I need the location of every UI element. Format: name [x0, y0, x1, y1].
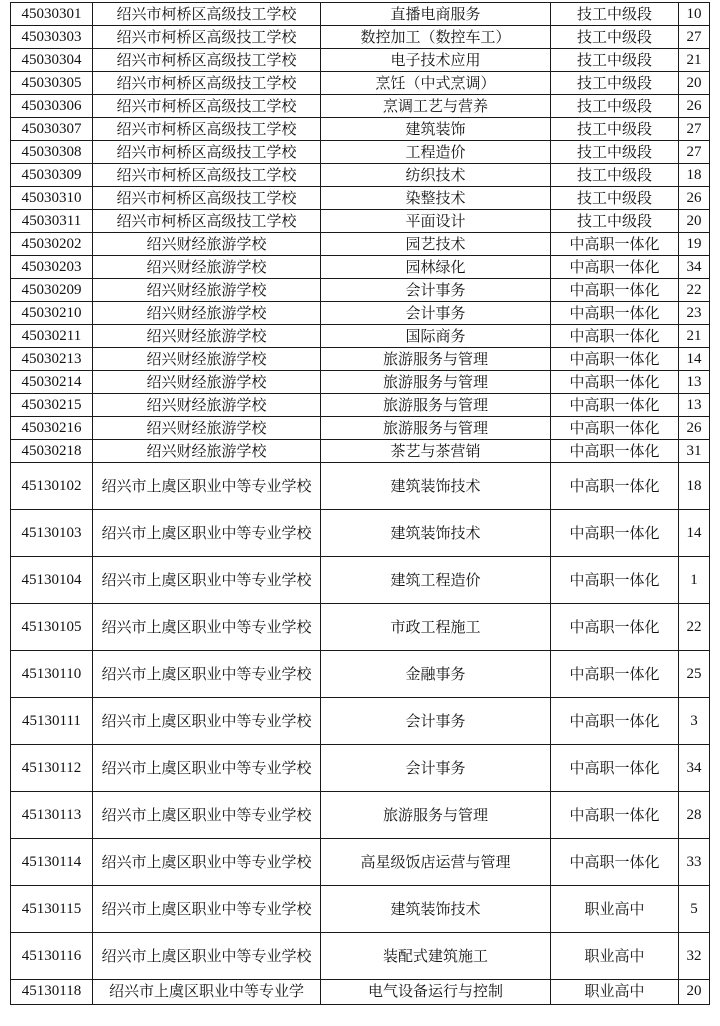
table-row: [11, 233, 710, 256]
school-name-cell: 绍兴市上虞区职业中等专业学校: [93, 886, 321, 933]
table-row: [11, 279, 710, 302]
school-name-cell: 绍兴市上虞区职业中等专业学校: [93, 463, 321, 510]
school-name-cell: 绍兴市柯桥区高级技工学校: [93, 210, 321, 233]
program-level-cell: 中高职一体化: [551, 651, 679, 698]
table-row: [11, 26, 710, 49]
major-name-cell: 直播电商服务: [321, 3, 551, 26]
table-row: [11, 187, 710, 210]
program-level-cell: 中高职一体化: [551, 604, 679, 651]
major-name-cell: 旅游服务与管理: [321, 792, 551, 839]
table-row: [11, 557, 710, 604]
program-code-cell: 45130111: [11, 698, 93, 745]
school-name-cell: 绍兴财经旅游学校: [93, 325, 321, 348]
enrollment-count-cell: 14: [679, 348, 710, 371]
enrollment-count-cell: 22: [679, 604, 710, 651]
table-row: [11, 792, 710, 839]
table-row: [11, 510, 710, 557]
program-code-cell: 45030209: [11, 279, 93, 302]
school-name-cell: 绍兴市柯桥区高级技工学校: [93, 118, 321, 141]
major-name-cell: 烹饪（中式烹调）: [321, 72, 551, 95]
table-row: [11, 141, 710, 164]
program-code-cell: 45130112: [11, 745, 93, 792]
table-body: [11, 3, 710, 1005]
major-name-cell: 建筑装饰: [321, 118, 551, 141]
school-name-cell: 绍兴财经旅游学校: [93, 440, 321, 463]
program-level-cell: 职业高中: [551, 886, 679, 933]
program-level-cell: 职业高中: [551, 980, 679, 1005]
program-level-cell: 中高职一体化: [551, 256, 679, 279]
table-row: [11, 302, 710, 325]
table-row: [11, 210, 710, 233]
program-level-cell: 技工中级段: [551, 210, 679, 233]
enrollment-count-cell: 27: [679, 118, 710, 141]
program-code-cell: 45030303: [11, 26, 93, 49]
program-level-cell: 中高职一体化: [551, 557, 679, 604]
school-name-cell: 绍兴市柯桥区高级技工学校: [93, 72, 321, 95]
program-level-cell: 中高职一体化: [551, 839, 679, 886]
program-level-cell: 中高职一体化: [551, 348, 679, 371]
program-code-cell: 45030301: [11, 3, 93, 26]
major-name-cell: 茶艺与茶营销: [321, 440, 551, 463]
enrollment-count-cell: 20: [679, 72, 710, 95]
school-name-cell: 绍兴市上虞区职业中等专业学校: [93, 839, 321, 886]
enrollment-count-cell: 19: [679, 233, 710, 256]
major-name-cell: 纺织技术: [321, 164, 551, 187]
table-row: [11, 933, 710, 980]
major-name-cell: 建筑装饰技术: [321, 463, 551, 510]
program-level-cell: 职业高中: [551, 933, 679, 980]
enrollment-count-cell: 1: [679, 557, 710, 604]
program-code-cell: 45030307: [11, 118, 93, 141]
enrollment-count-cell: 20: [679, 980, 710, 1005]
program-code-cell: 45030310: [11, 187, 93, 210]
table-row: [11, 95, 710, 118]
school-name-cell: 绍兴市上虞区职业中等专业学校: [93, 933, 321, 980]
table-row: [11, 325, 710, 348]
program-code-cell: 45130102: [11, 463, 93, 510]
program-code-cell: 45130113: [11, 792, 93, 839]
school-name-cell: 绍兴市柯桥区高级技工学校: [93, 3, 321, 26]
major-name-cell: 园艺技术: [321, 233, 551, 256]
school-name-cell: 绍兴市上虞区职业中等专业学校: [93, 651, 321, 698]
major-name-cell: 会计事务: [321, 302, 551, 325]
enrollment-count-cell: 21: [679, 325, 710, 348]
program-level-cell: 中高职一体化: [551, 394, 679, 417]
program-level-cell: 技工中级段: [551, 72, 679, 95]
program-code-cell: 45130103: [11, 510, 93, 557]
enrollment-count-cell: 31: [679, 440, 710, 463]
enrollment-count-cell: 34: [679, 745, 710, 792]
major-name-cell: 数控加工（数控车工）: [321, 26, 551, 49]
major-name-cell: 旅游服务与管理: [321, 348, 551, 371]
program-code-cell: 45030202: [11, 233, 93, 256]
program-code-cell: 45030215: [11, 394, 93, 417]
enrollment-count-cell: 22: [679, 279, 710, 302]
school-name-cell: 绍兴市柯桥区高级技工学校: [93, 141, 321, 164]
table-row: [11, 604, 710, 651]
major-name-cell: 电子技术应用: [321, 49, 551, 72]
major-name-cell: 会计事务: [321, 279, 551, 302]
table-row: [11, 3, 710, 26]
enrollment-count-cell: 13: [679, 371, 710, 394]
major-name-cell: 金融事务: [321, 651, 551, 698]
major-name-cell: 高星级饭店运营与管理: [321, 839, 551, 886]
table-row: [11, 651, 710, 698]
school-name-cell: 绍兴财经旅游学校: [93, 417, 321, 440]
table-row: [11, 980, 710, 1005]
school-name-cell: 绍兴市柯桥区高级技工学校: [93, 164, 321, 187]
major-name-cell: 平面设计: [321, 210, 551, 233]
enrollment-count-cell: 3: [679, 698, 710, 745]
enrollment-count-cell: 33: [679, 839, 710, 886]
program-code-cell: 45130118: [11, 980, 93, 1005]
program-level-cell: 中高职一体化: [551, 440, 679, 463]
school-name-cell: 绍兴市上虞区职业中等专业学校: [93, 745, 321, 792]
program-level-cell: 技工中级段: [551, 95, 679, 118]
major-name-cell: 会计事务: [321, 698, 551, 745]
enrollment-count-cell: 20: [679, 210, 710, 233]
major-name-cell: 染整技术: [321, 187, 551, 210]
program-level-cell: 技工中级段: [551, 26, 679, 49]
enrollment-count-cell: 13: [679, 394, 710, 417]
major-name-cell: 旅游服务与管理: [321, 371, 551, 394]
program-code-cell: 45030213: [11, 348, 93, 371]
enrollment-count-cell: 18: [679, 463, 710, 510]
enrollment-count-cell: 32: [679, 933, 710, 980]
enrollment-count-cell: 21: [679, 49, 710, 72]
program-level-cell: 中高职一体化: [551, 371, 679, 394]
program-level-cell: 技工中级段: [551, 49, 679, 72]
major-name-cell: 工程造价: [321, 141, 551, 164]
program-level-cell: 技工中级段: [551, 141, 679, 164]
enrollment-count-cell: 34: [679, 256, 710, 279]
program-code-cell: 45030211: [11, 325, 93, 348]
major-name-cell: 电气设备运行与控制: [321, 980, 551, 1005]
program-level-cell: 中高职一体化: [551, 510, 679, 557]
major-name-cell: 市政工程施工: [321, 604, 551, 651]
major-name-cell: 烹调工艺与营养: [321, 95, 551, 118]
school-name-cell: 绍兴市上虞区职业中等专业学校: [93, 698, 321, 745]
program-code-cell: 45030214: [11, 371, 93, 394]
school-name-cell: 绍兴财经旅游学校: [93, 302, 321, 325]
school-name-cell: 绍兴财经旅游学校: [93, 394, 321, 417]
program-level-cell: 中高职一体化: [551, 325, 679, 348]
program-level-cell: 中高职一体化: [551, 792, 679, 839]
major-name-cell: 建筑工程造价: [321, 557, 551, 604]
school-name-cell: 绍兴财经旅游学校: [93, 233, 321, 256]
program-level-cell: 中高职一体化: [551, 463, 679, 510]
table-row: [11, 371, 710, 394]
enrollment-count-cell: 26: [679, 95, 710, 118]
school-name-cell: 绍兴市上虞区职业中等专业学: [93, 980, 321, 1005]
program-level-cell: 中高职一体化: [551, 233, 679, 256]
program-code-cell: 45030308: [11, 141, 93, 164]
program-code-cell: 45030306: [11, 95, 93, 118]
enrollment-count-cell: 27: [679, 26, 710, 49]
enrollment-count-cell: 10: [679, 3, 710, 26]
school-name-cell: 绍兴财经旅游学校: [93, 348, 321, 371]
school-name-cell: 绍兴财经旅游学校: [93, 279, 321, 302]
enrollment-count-cell: 18: [679, 164, 710, 187]
school-name-cell: 绍兴财经旅游学校: [93, 371, 321, 394]
major-name-cell: 国际商务: [321, 325, 551, 348]
major-name-cell: 装配式建筑施工: [321, 933, 551, 980]
program-code-cell: 45030203: [11, 256, 93, 279]
table-row: [11, 698, 710, 745]
program-code-cell: 45130110: [11, 651, 93, 698]
table-row: [11, 745, 710, 792]
program-code-cell: 45030216: [11, 417, 93, 440]
school-name-cell: 绍兴市柯桥区高级技工学校: [93, 49, 321, 72]
program-level-cell: 中高职一体化: [551, 279, 679, 302]
table-row: [11, 256, 710, 279]
school-name-cell: 绍兴市柯桥区高级技工学校: [93, 95, 321, 118]
enrollment-count-cell: 26: [679, 417, 710, 440]
school-name-cell: 绍兴市上虞区职业中等专业学校: [93, 510, 321, 557]
program-level-cell: 中高职一体化: [551, 417, 679, 440]
major-name-cell: 建筑装饰技术: [321, 510, 551, 557]
program-level-cell: 中高职一体化: [551, 745, 679, 792]
table-row: [11, 394, 710, 417]
table-row: [11, 118, 710, 141]
school-name-cell: 绍兴市柯桥区高级技工学校: [93, 187, 321, 210]
table-row: [11, 463, 710, 510]
program-level-cell: 技工中级段: [551, 3, 679, 26]
program-code-cell: 45030218: [11, 440, 93, 463]
table-row: [11, 164, 710, 187]
program-code-cell: 45030304: [11, 49, 93, 72]
program-code-cell: 45030305: [11, 72, 93, 95]
program-code-cell: 45030309: [11, 164, 93, 187]
enrollment-count-cell: 28: [679, 792, 710, 839]
school-name-cell: 绍兴市柯桥区高级技工学校: [93, 26, 321, 49]
program-code-cell: 45030311: [11, 210, 93, 233]
major-name-cell: 旅游服务与管理: [321, 394, 551, 417]
table-row: [11, 839, 710, 886]
enrollment-count-cell: 5: [679, 886, 710, 933]
table-row: [11, 417, 710, 440]
school-name-cell: 绍兴财经旅游学校: [93, 256, 321, 279]
school-name-cell: 绍兴市上虞区职业中等专业学校: [93, 557, 321, 604]
major-name-cell: 旅游服务与管理: [321, 417, 551, 440]
table-row: [11, 49, 710, 72]
program-code-cell: 45130116: [11, 933, 93, 980]
major-name-cell: 园林绿化: [321, 256, 551, 279]
program-code-cell: 45130114: [11, 839, 93, 886]
table-row: [11, 886, 710, 933]
school-name-cell: 绍兴市上虞区职业中等专业学校: [93, 604, 321, 651]
program-level-cell: 技工中级段: [551, 187, 679, 210]
program-code-cell: 45030210: [11, 302, 93, 325]
program-code-cell: 45130115: [11, 886, 93, 933]
enrollment-plan-table: [10, 2, 710, 1005]
enrollment-count-cell: 14: [679, 510, 710, 557]
major-name-cell: 会计事务: [321, 745, 551, 792]
enrollment-count-cell: 26: [679, 187, 710, 210]
program-level-cell: 技工中级段: [551, 118, 679, 141]
major-name-cell: 建筑装饰技术: [321, 886, 551, 933]
enrollment-count-cell: 27: [679, 141, 710, 164]
program-level-cell: 中高职一体化: [551, 698, 679, 745]
program-level-cell: 中高职一体化: [551, 302, 679, 325]
table-row: [11, 440, 710, 463]
program-code-cell: 45130104: [11, 557, 93, 604]
program-level-cell: 技工中级段: [551, 164, 679, 187]
school-name-cell: 绍兴市上虞区职业中等专业学校: [93, 792, 321, 839]
table-row: [11, 348, 710, 371]
enrollment-count-cell: 25: [679, 651, 710, 698]
table-row: [11, 72, 710, 95]
program-code-cell: 45130105: [11, 604, 93, 651]
enrollment-count-cell: 23: [679, 302, 710, 325]
